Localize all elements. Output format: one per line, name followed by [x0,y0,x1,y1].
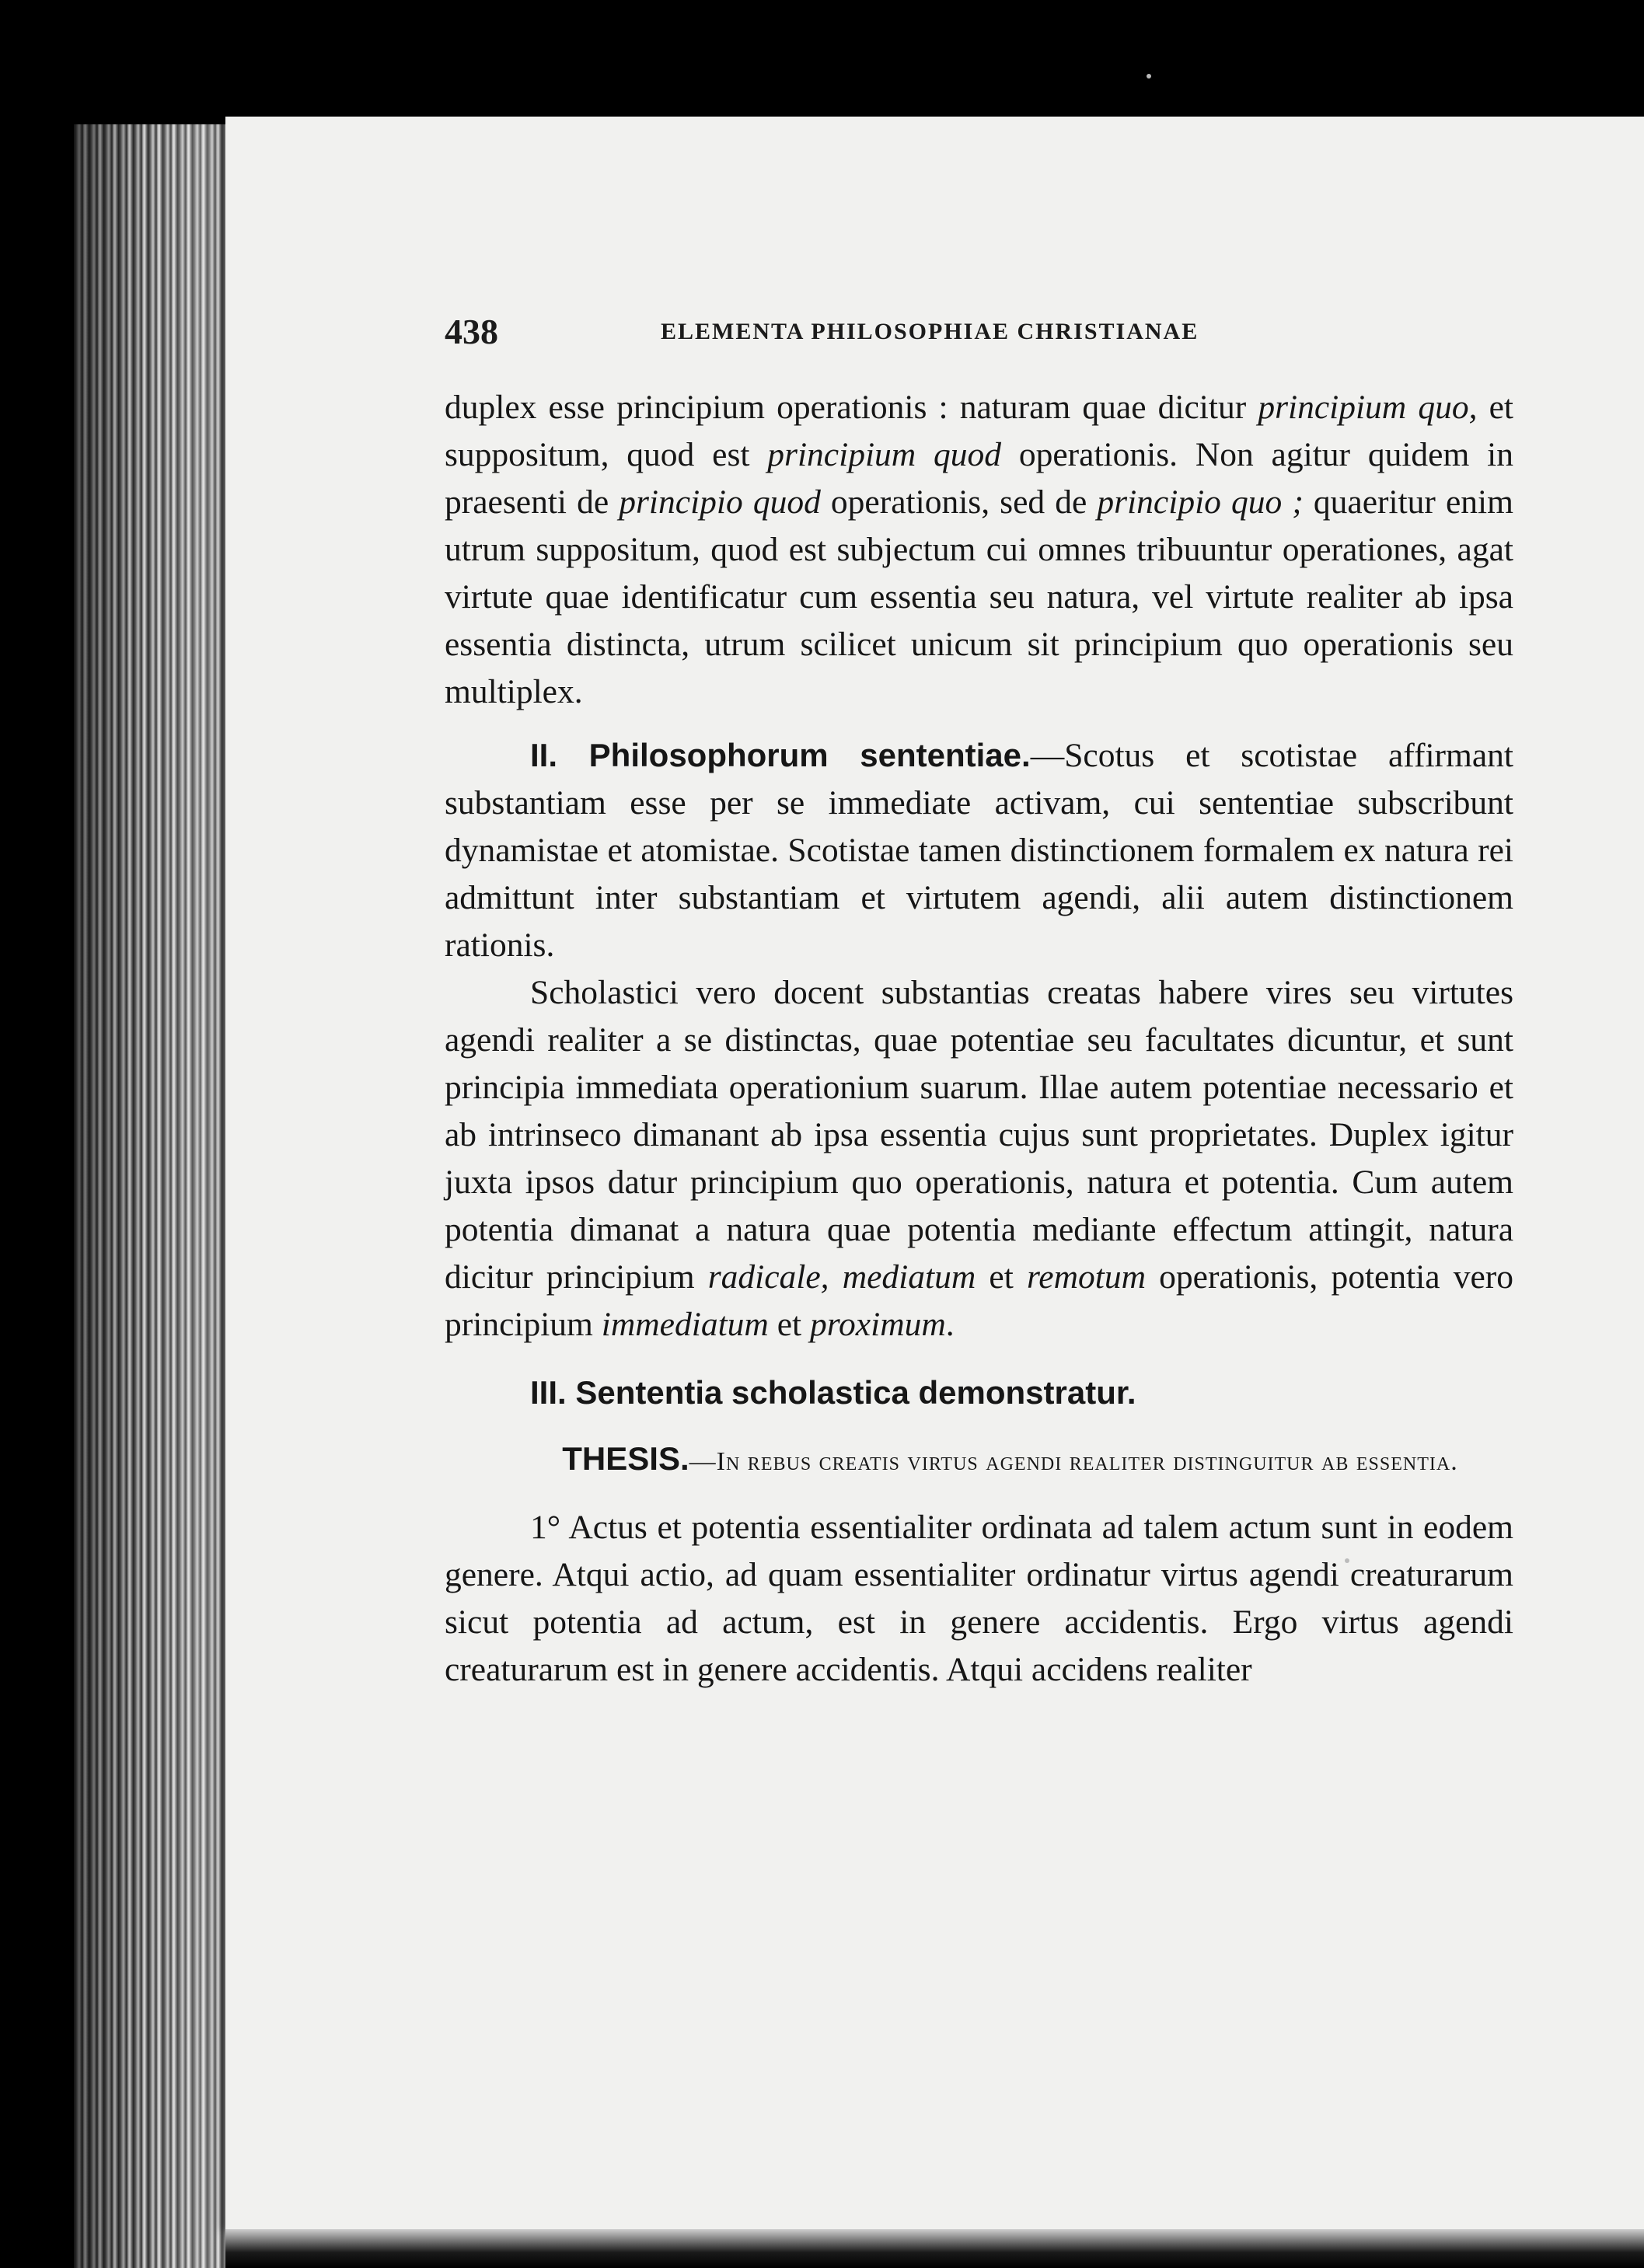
paragraph-2 [445,731,1513,969]
text-run: duplex esse principium operationis : naturam quae dicitur [445,389,1258,426]
paragraph-3 [445,969,1513,1349]
body-text [445,384,1513,1694]
italic-term: remotum [1026,1258,1146,1296]
paragraph-1 [445,384,1513,716]
text-run: operationis, sed de [820,483,1098,521]
italic-term: principium quod [767,436,1002,473]
italic-term: immediatum [601,1306,769,1343]
text-run: Scholastici vero docent substantias creatas habere vires seu virtutes agendi realiter a se distinctas, quae potentiae seu facultates dicuntur, et sunt principia immediata operationium suarum. Illae autem potentiae necessario et ab intrinseco dimanant ab ipsa essentia cujus sunt proprietates. Duplex igitur juxta ipsos datur principium quo operationis, natura et potentia. Cum autem potentia dimanat a natura quae potentia mediante effectum attingit, natura dicitur principium [445,974,1513,1296]
paragraph-5 [445,1504,1513,1694]
italic-term: radicale, mediatum [707,1258,976,1296]
thesis-text: —In rebus creatis virtus agendi realiter distinguitur ab essentia. [689,1447,1458,1476]
text-run: Actus et potentia essentialiter ordinata ad talem actum sunt in eodem genere. Atqui actio, ad quam essentialiter ordinatur virtus agendi creaturarum sicut potentia ad actum, est in genere accidentis. Ergo virtus agendi creaturarum est in genere accidentis. Atqui accidens realiter [445,1509,1513,1688]
italic-term: principium quo, [1258,389,1478,426]
text-run: . [945,1306,955,1343]
text-run: et [976,1258,1027,1296]
page-bottom-shadow [225,2229,1644,2268]
text-run: et suppositum, quod est [445,389,1513,473]
thesis-label: THESIS. [562,1440,689,1477]
section-heading: III. Sententia scholastica demonstratur. [530,1374,1136,1411]
book-edge-shadow [74,124,237,2268]
text-run: operationis, potentia vero principium [445,1258,1513,1343]
italic-term: principio quo ; [1097,483,1304,521]
page-header [445,311,1284,358]
section-heading: II. Philosophorum sententiae. [530,737,1031,773]
thesis-statement [445,1437,1513,1484]
text-run: et [768,1306,810,1343]
text-run: quaeritur enim utrum suppositum, quod est subjectum cui omnes tribuuntur operationes, agat virtute quae identificatur cum essentia seu natura, vel virtute realiter ab ipsa essentia distincta, utrum scilicet unicum sit principium quo operationis seu multiplex. [445,483,1513,710]
text-run: —Scotus et scotistae affirmant substantiam esse per se immediate activam, cui sententiae subscribunt dynamistae et atomistae. Scotistae tamen distinctionem formalem ex natura rei admittunt inter substantiam et virtutem agendi, alii autem distinctionem rationis. [445,737,1513,964]
text-run: operationis. Non agitur quidem in praesenti de [445,436,1513,521]
argument-number: 1° [530,1509,561,1546]
italic-term: principio quod [619,483,821,521]
paragraph-4 [445,1369,1513,1417]
running-head: ELEMENTA PHILOSOPHIAE CHRISTIANAE [661,319,1199,344]
page-number: 438 [445,312,498,351]
italic-term: proximum [809,1306,946,1343]
scan-speck [1147,74,1151,79]
